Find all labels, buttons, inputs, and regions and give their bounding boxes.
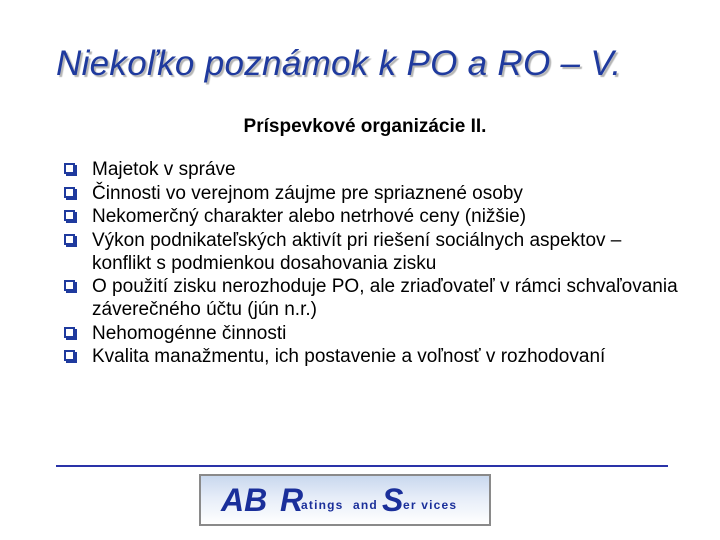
slide-title: Niekoľko poznámok k PO a RO – V. (56, 44, 622, 83)
square-bullet-icon (64, 234, 75, 245)
bullet-text: Činnosti vo verejnom záujme pre spriaznené osoby (92, 182, 523, 204)
bullet-list (64, 158, 684, 369)
logo-artwork (201, 476, 489, 524)
bullet-text: Výkon podnikateľských aktivít pri riešení sociálnych aspektov – konflikt s podmienkou dosahovania zisku (92, 229, 622, 274)
slide-subtitle: Príspevkové organizácie II. (243, 116, 487, 137)
square-bullet-icon (64, 163, 75, 174)
square-bullet-icon (64, 210, 75, 221)
ab-ratings-logo (199, 474, 491, 526)
bullet-text: O použití zisku nerozhoduje PO, ale zriaďovateľ v rámci schvaľovania záverečného účtu (jún n.r.) (92, 276, 678, 320)
bullet-item (64, 229, 684, 275)
logo-ab-text: AB (221, 482, 268, 518)
square-bullet-icon (64, 187, 75, 198)
logo-atings-text: atings (301, 498, 344, 512)
bullet-item (64, 345, 684, 368)
bullet-text: Nekomerčný charakter alebo netrhové ceny (nižšie) (92, 206, 527, 227)
square-bullet-icon (64, 350, 75, 361)
logo-s-letter: S (382, 482, 404, 518)
square-bullet-icon (64, 327, 75, 338)
logo-r-letter: R (280, 482, 304, 518)
square-bullet-icon (64, 280, 75, 291)
bullet-text: Kvalita manažmentu, ich postavenie a voľnosť v rozhodovaní (92, 346, 606, 367)
bullet-item (64, 158, 684, 181)
bullet-item (64, 322, 684, 345)
logo-and-text: and (353, 498, 378, 512)
footer-divider (56, 465, 668, 467)
bullet-item (64, 205, 684, 228)
bullet-item (64, 182, 684, 205)
logo-ervices-text: er vices (403, 498, 458, 512)
bullet-text: Nehomogénne činnosti (92, 322, 287, 344)
bullet-text: Majetok v správe (92, 159, 236, 180)
bullet-item (64, 275, 684, 321)
